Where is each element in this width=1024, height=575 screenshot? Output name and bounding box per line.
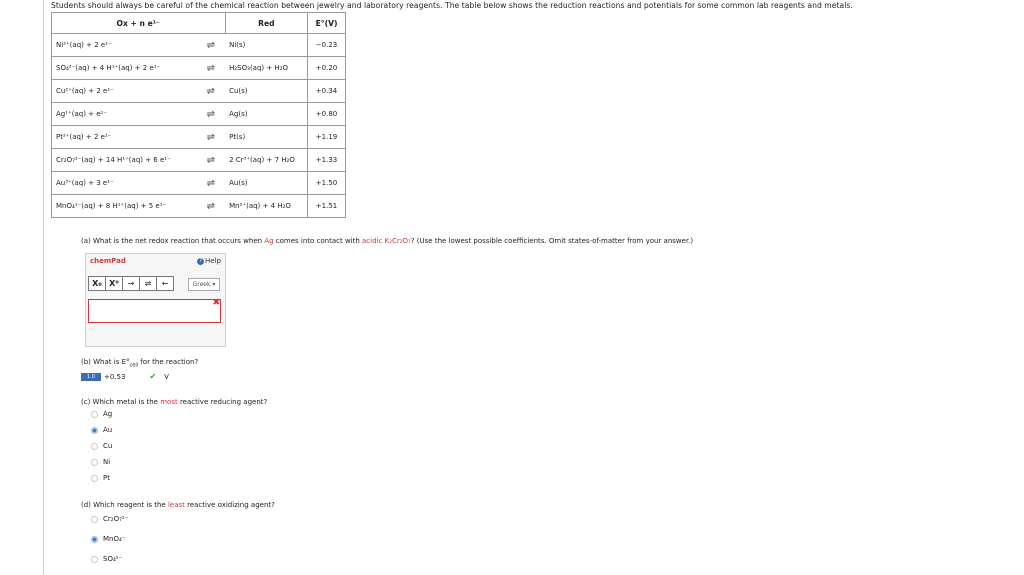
potential-cell: −0.23 [308,34,346,57]
question-c [81,398,267,406]
radio-option-mno4[interactable] [91,535,126,543]
content-left-border [43,0,44,575]
radio-option-cu[interactable] [91,442,112,450]
potential-cell: +0.80 [308,103,346,126]
ox-cell: MnO₄¹⁻(aq) + 8 H¹⁺(aq) + 5 e¹⁻ [52,195,197,218]
radio-option-pt[interactable] [91,474,110,482]
table-row [52,57,346,80]
correct-check-icon: ✔ [149,372,157,381]
option-label: Pt [103,474,110,482]
red-cell: H₂SO₃(aq) + H₂O [225,57,307,80]
ox-cell: Pt²⁺(aq) + 2 e¹⁻ [52,126,197,149]
answer-unit: V [164,372,169,381]
help-label: Help [205,257,221,265]
ox-cell: Ag¹⁺(aq) + e¹⁻ [52,103,197,126]
question-c-highlight: most [160,398,178,406]
table-row [52,195,346,218]
question-b-prefix: (b) What is E° [81,358,130,366]
reverse-arrow-button[interactable]: ← [156,276,174,291]
option-label: Au [103,426,113,434]
question-d-highlight: least [167,501,185,509]
question-a-metal: Ag [264,237,274,245]
equilibrium-arrow-icon: ⇌ [196,34,225,57]
question-d-suffix: reactive oxidizing agent? [184,501,275,509]
potential-cell: +1.50 [308,172,346,195]
table-row [52,172,346,195]
option-label: Ni [103,458,111,466]
score-badge: 1.0 [81,373,101,381]
question-d-prefix: (d) Which reagent is the [81,501,168,509]
question-a-suffix: ? (Use the lowest possible coefficients. Omit states-of-matter from your answer.) [410,237,694,245]
ox-cell: Cu²⁺(aq) + 2 e¹⁻ [52,80,197,103]
question-b-sub: cell [129,362,139,369]
question-b-answer [81,372,169,381]
red-cell: 2 Cr³⁺(aq) + 7 H₂O [225,149,307,172]
question-c-suffix: reactive reducing agent? [177,398,268,406]
radio-option-so4[interactable] [91,555,122,563]
radio-option-ag[interactable] [91,410,112,418]
radio-icon[interactable] [91,443,98,450]
question-d [81,501,275,509]
equilibrium-arrow-icon: ⇌ [196,195,225,218]
potential-cell: +0.34 [308,80,346,103]
equilibrium-arrow-icon: ⇌ [196,172,225,195]
radio-selected-icon[interactable] [91,427,98,434]
equilibrium-arrow-icon: ⇌ [196,80,225,103]
question-a-reagent: acidic K₂Cr₂O₇ [362,237,411,245]
subscript-button[interactable]: X₀ [88,276,106,291]
radio-selected-icon[interactable] [91,536,98,543]
help-icon: ? [197,258,204,265]
radio-icon[interactable] [91,556,98,563]
greek-dropdown[interactable]: Greek ▾ [188,278,220,291]
red-cell: Ag(s) [225,103,307,126]
option-label: SO₄²⁻ [103,555,123,563]
option-label: Cu [103,442,113,450]
radio-icon[interactable] [91,516,98,523]
red-cell: Pt(s) [225,126,307,149]
question-a [81,237,693,245]
red-cell: Mn²⁺(aq) + 4 H₂O [225,195,307,218]
chempad-preview [88,310,221,323]
table-row [52,80,346,103]
option-label: Cr₂O₇²⁻ [103,515,129,523]
ox-cell: Cr₂O₇²⁻(aq) + 14 H¹⁺(aq) + 6 e¹⁻ [52,149,197,172]
red-cell: Cu(s) [225,80,307,103]
option-label: MnO₄⁻ [103,535,126,543]
question-a-mid: comes into contact with [273,237,363,245]
header-ox: Ox + n e¹⁻ [52,13,226,34]
ox-cell: Ni²⁺(aq) + 2 e¹⁻ [52,34,197,57]
potential-cell: +1.33 [308,149,346,172]
red-cell: Au(s) [225,172,307,195]
equilibrium-arrow-button[interactable]: ⇌ [139,276,157,291]
chempad-toolbar [88,276,173,291]
superscript-button[interactable]: X⁰ [105,276,123,291]
potential-cell: +0.20 [308,57,346,80]
help-link[interactable] [197,257,221,265]
equilibrium-arrow-icon: ⇌ [196,149,225,172]
chempad-editor [85,253,226,347]
radio-option-cr2o7[interactable] [91,515,128,523]
potential-cell: +1.51 [308,195,346,218]
option-label: Ag [103,410,113,418]
potential-cell: +1.19 [308,126,346,149]
table-row [52,103,346,126]
radio-icon[interactable] [91,459,98,466]
header-red: Red [225,13,307,34]
header-e: E°(V) [308,13,346,34]
radio-icon[interactable] [91,475,98,482]
chempad-title: chemPad [90,257,126,265]
ox-cell: Au³⁺(aq) + 3 e¹⁻ [52,172,197,195]
answer-value: +0.53 [104,372,126,381]
radio-option-ni[interactable] [91,458,110,466]
clear-icon[interactable]: ✖ [212,298,220,308]
question-a-prefix: (a) What is the net redox reaction that occurs when [81,237,265,245]
question-b-suffix: for the reaction? [138,358,199,366]
radio-option-au[interactable] [91,426,112,434]
radio-icon[interactable] [91,411,98,418]
table-row [52,149,346,172]
forward-arrow-button[interactable]: → [122,276,140,291]
red-cell: Ni(s) [225,34,307,57]
table-header-row [52,13,346,34]
question-c-prefix: (c) Which metal is the [81,398,161,406]
reduction-table [51,12,346,218]
equilibrium-arrow-icon: ⇌ [196,103,225,126]
equilibrium-arrow-icon: ⇌ [196,126,225,149]
table-row [52,34,346,57]
ox-cell: SO₄²⁻(aq) + 4 H¹⁺(aq) + 2 e¹⁻ [52,57,197,80]
table-row [52,126,346,149]
equilibrium-arrow-icon: ⇌ [196,57,225,80]
question-b [81,358,198,368]
intro-text: Students should always be careful of the chemical reaction between jewelry and laboratory reagents. The table below shows the reduction reactions and potentials for some common lab reagents and metals. [51,1,853,10]
